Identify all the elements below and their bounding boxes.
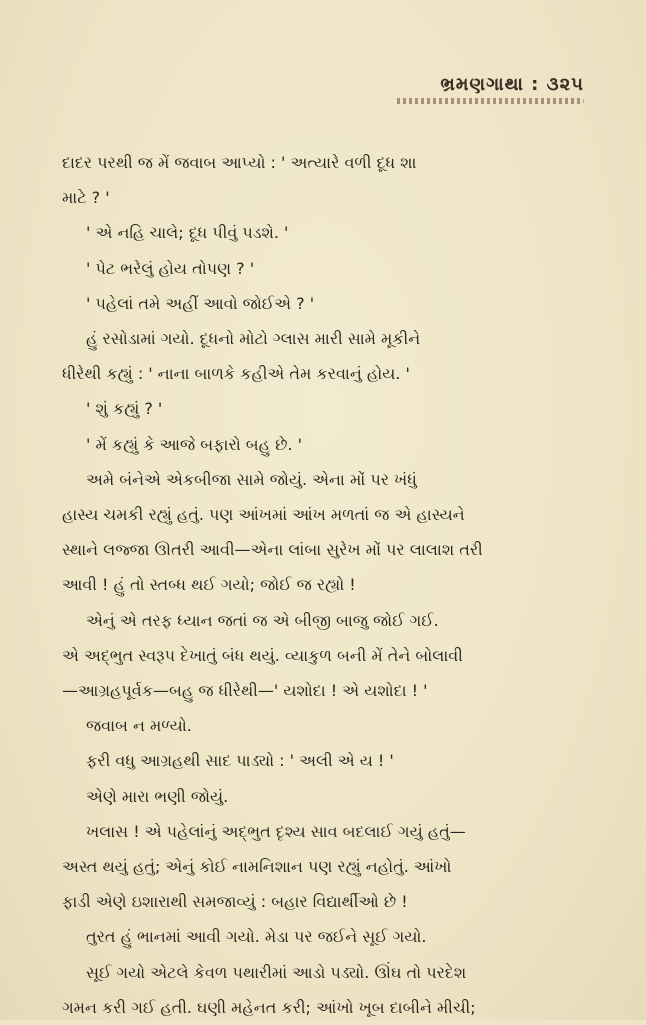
- text-line: ' મેં કહ્યું કે આજે બફારો બહુ છે. ': [86, 434, 303, 454]
- text-line: સ્થાને લજ્જા ઊતરી આવી—એના લાંબા સુરેખ મોં પર લાલાશ તરી: [62, 540, 483, 560]
- text-line: —આગ્રહપૂર્વક—બહુ જ ધીરેથી—' યશોદા ! એ યશોદા ! ': [62, 681, 428, 701]
- text-line: ગમન કરી ગઈ હતી. ઘણી મહેનત કરી; આંખો ખૂબ દાબીને મીચી;: [62, 997, 476, 1017]
- text-line: અસ્ત થયું હતું; એનું કોઈ નામનિશાન પણ રહ્યું નહોતું. આંખો: [62, 857, 452, 877]
- text-line: માટે ? ': [62, 188, 110, 208]
- text-line: જવાબ ન મળ્યો.: [86, 716, 192, 736]
- text-line: અમે બંનેએ એકબીજા સામે જોયું. એના મોં પર ખંધું: [86, 469, 417, 489]
- text-line: ફરી વધુ આગ્રહથી સાદ પાડ્યો : ' અલી એ ય ! ': [86, 751, 394, 771]
- body-text: [62, 145, 582, 1025]
- text-line: ' શું કહ્યું ? ': [86, 399, 163, 419]
- text-line: આવી ! હું તો સ્તબ્ધ થઈ ગયો; જોઈ જ રહ્યો !: [62, 575, 356, 595]
- text-line: ફાડી એણે ઇશારાથી સમજાવ્યું : બહાર વિદ્યાર્થીઓ છે !: [62, 892, 408, 912]
- text-line: ખલાસ ! એ પહેલાંનું અદ્ભુત દૃશ્ય સાવ બદલાઈ ગયું હતું—: [86, 821, 466, 841]
- text-line: તુરત હું ભાનમાં આવી ગયો. મેડા પર જઈને સૂઈ ગયો.: [86, 927, 427, 947]
- text-line: એ અદ્ભુત સ્વરૂપ દેખાતું બંધ થયું. વ્યાકુળ બની મેં તેને બોલાવી: [62, 645, 463, 665]
- text-line: એણે મારા ભણી જોયું.: [86, 786, 229, 806]
- text-line: હું રસોડામાં ગયો. દૂધનો મોટો ગ્લાસ મારી સામે મૂકીને: [86, 329, 421, 349]
- text-line: સૂઈ ગયો એટલે કેવળ પથારીમાં આડો પડ્યો. ઊંઘ તો પરદેશ: [86, 962, 467, 982]
- text-line: ' પેટ ભરેલું હોય તોપણ ? ': [86, 258, 255, 278]
- header-underline: [394, 98, 584, 104]
- text-line: ધીરેથી કહ્યું : ' નાના બાળકે કહીએ તેમ કરવાનું હોય. ': [62, 364, 410, 384]
- text-line: ' એ નહિ ચાલે; દૂધ પીવું પડશે. ': [86, 223, 289, 243]
- page-header: ભ્રમણગાથા : ૩૨૫: [440, 74, 584, 95]
- text-line: હાસ્ય ચમકી રહ્યું હતું. પણ આંખમાં આંખ મળતાં જ એ હાસ્યને: [62, 505, 465, 525]
- text-line: ' પહેલાં તમે અહીં આવો જોઈએ ? ': [86, 293, 315, 313]
- text-line: દાદર પરથી જ મેં જવાબ આપ્યો : ' અત્યારે વળી દૂધ શા: [62, 153, 417, 172]
- text-line: એનું એ તરફ ધ્યાન જતાં જ એ બીજી બાજુ જોઈ ગઈ.: [86, 610, 439, 630]
